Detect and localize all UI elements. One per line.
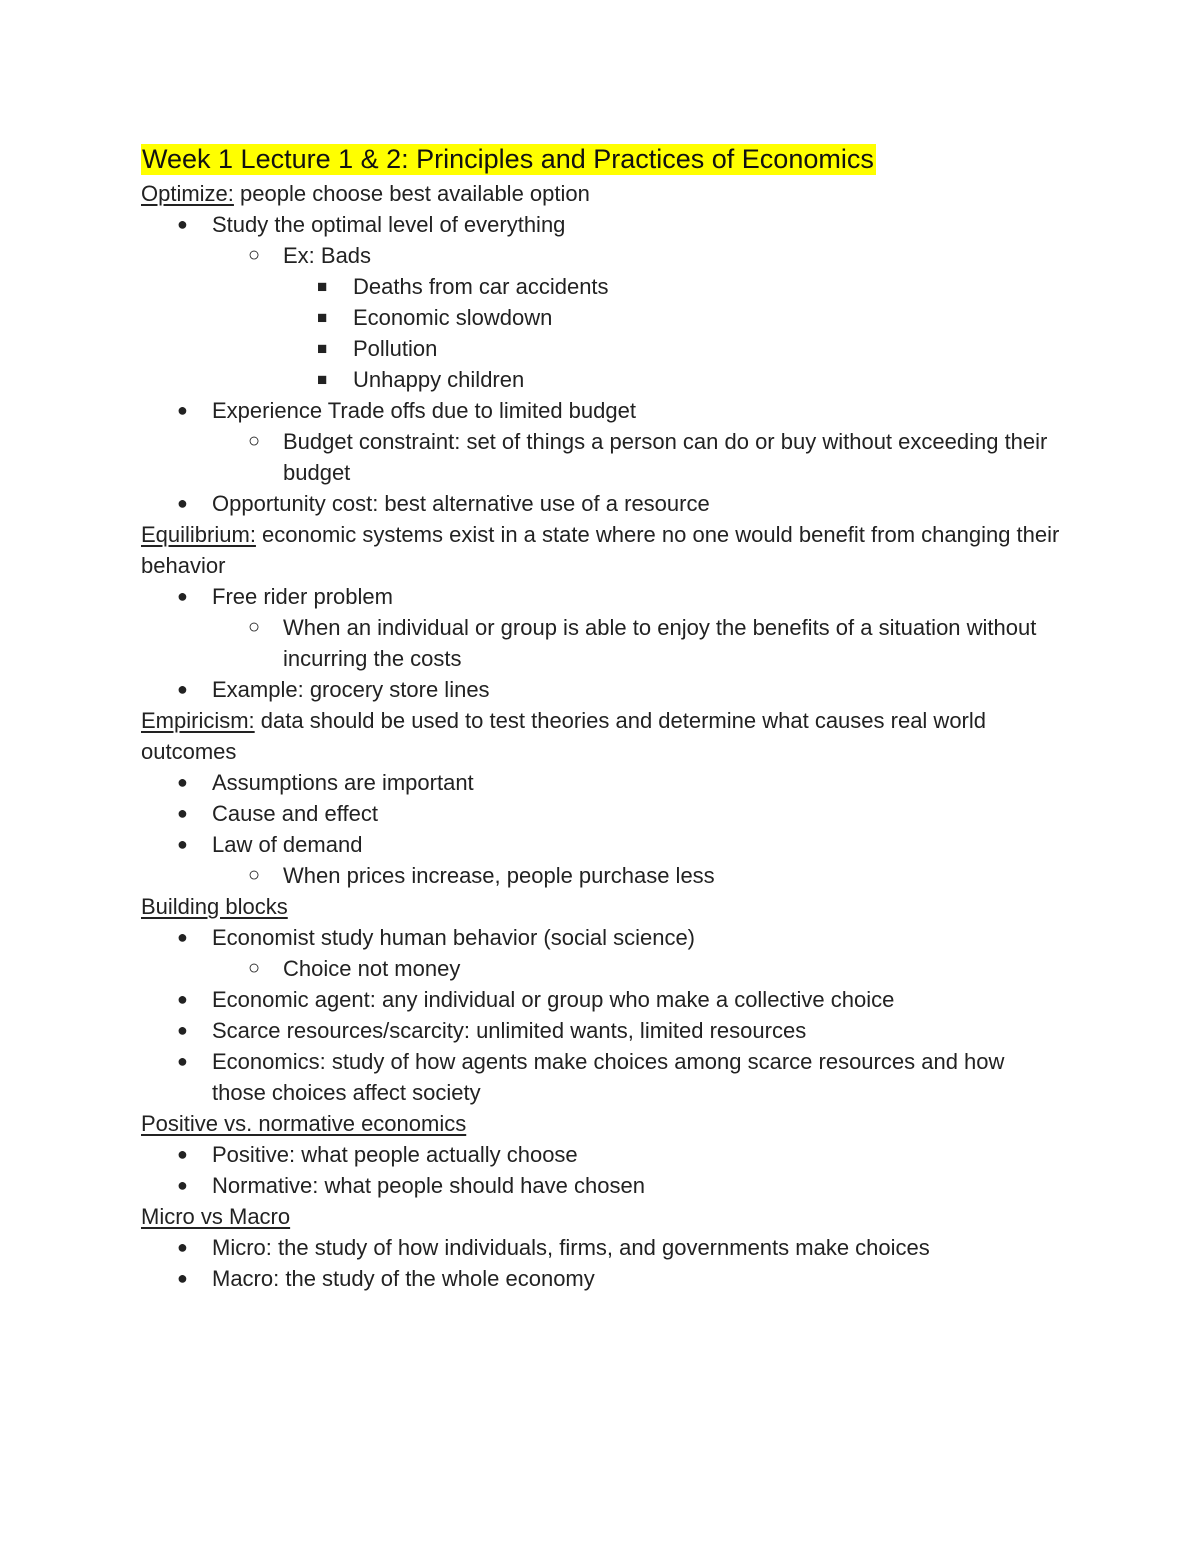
section-heading <box>141 519 1061 581</box>
list-item <box>141 798 1061 829</box>
line-text: Law of demand <box>212 832 363 857</box>
list-item <box>141 1046 1061 1108</box>
bullet-circle-icon: ○ <box>248 864 261 886</box>
bullet-dot-icon: ● <box>177 927 188 947</box>
bullet-dot-icon: ● <box>177 214 188 234</box>
list-item <box>141 984 1061 1015</box>
section-term: Positive vs. normative economics <box>141 1111 467 1136</box>
list-item <box>141 1170 1061 1201</box>
list-item <box>141 333 1061 364</box>
list-item <box>141 829 1061 860</box>
list-item <box>141 953 1061 984</box>
list-item <box>141 1263 1061 1294</box>
line-text: Economics: study of how agents make choices among scarce resources and how those choices affect society <box>212 1049 1005 1105</box>
page-title: Week 1 Lecture 1 & 2: Principles and Practices of Economics <box>142 144 874 174</box>
list-item <box>141 860 1061 891</box>
line-text: Choice not money <box>283 956 461 981</box>
list-item <box>141 240 1061 271</box>
line-text: When prices increase, people purchase less <box>283 863 715 888</box>
section-heading <box>141 1201 1061 1232</box>
bullet-dot-icon: ● <box>177 1268 188 1288</box>
section-term: Optimize: <box>141 181 234 206</box>
bullet-dot-icon: ● <box>177 1175 188 1195</box>
line-text: Scarce resources/scarcity: unlimited wants, limited resources <box>212 1018 807 1043</box>
line-text: Economist study human behavior (social science) <box>212 925 696 950</box>
line-text: Positive: what people actually choose <box>212 1142 578 1167</box>
line-text: Study the optimal level of everything <box>212 212 566 237</box>
line-text: people choose best available option <box>233 181 590 206</box>
section-heading <box>141 178 1061 209</box>
bullet-dot-icon: ● <box>177 834 188 854</box>
line-text: Micro: the study of how individuals, firms, and governments make choices <box>212 1235 930 1260</box>
bullet-square-icon: ■ <box>317 339 328 358</box>
bullet-circle-icon: ○ <box>248 616 261 638</box>
line-text: data should be used to test theories and determine what causes real world outcomes <box>141 708 986 764</box>
list-item <box>141 271 1061 302</box>
document-body <box>141 142 1061 1294</box>
line-text: Cause and effect <box>212 801 378 826</box>
line-text: Free rider problem <box>212 584 393 609</box>
bullet-circle-icon: ○ <box>248 430 261 452</box>
line-text: Ex: Bads <box>283 243 372 268</box>
bullet-dot-icon: ● <box>177 1051 188 1071</box>
line-text: Opportunity cost: best alternative use of a resource <box>212 491 710 516</box>
section-term: Building blocks <box>141 894 288 919</box>
line-text: Pollution <box>353 336 438 361</box>
bullet-dot-icon: ● <box>177 679 188 699</box>
bullet-dot-icon: ● <box>177 803 188 823</box>
bullet-square-icon: ■ <box>317 308 328 327</box>
list-item <box>141 612 1061 674</box>
bullet-dot-icon: ● <box>177 1020 188 1040</box>
section-term: Micro vs Macro <box>141 1204 291 1229</box>
list-item <box>141 395 1061 426</box>
section-term: Empiricism: <box>141 708 255 733</box>
list-item <box>141 209 1061 240</box>
line-text: Economic agent: any individual or group who make a collective choice <box>212 987 895 1012</box>
list-item <box>141 767 1061 798</box>
line-text: Experience Trade offs due to limited budget <box>212 398 636 423</box>
list-item <box>141 488 1061 519</box>
line-text: Budget constraint: set of things a person can do or buy without exceeding their budget <box>283 429 1048 485</box>
bullet-square-icon: ■ <box>317 277 328 296</box>
line-text: Unhappy children <box>353 367 525 392</box>
line-text: Macro: the study of the whole economy <box>212 1266 595 1291</box>
list-item <box>141 922 1061 953</box>
list-item <box>141 426 1061 488</box>
bullet-dot-icon: ● <box>177 1144 188 1164</box>
bullet-dot-icon: ● <box>177 586 188 606</box>
list-item <box>141 1015 1061 1046</box>
line-text: Deaths from car accidents <box>353 274 609 299</box>
line-text: Economic slowdown <box>353 305 553 330</box>
line-text: Assumptions are important <box>212 770 474 795</box>
list-item <box>141 1139 1061 1170</box>
notes-list <box>141 178 1061 1294</box>
list-item <box>141 302 1061 333</box>
bullet-dot-icon: ● <box>177 989 188 1009</box>
bullet-circle-icon: ○ <box>248 244 261 266</box>
section-heading <box>141 1108 1061 1139</box>
list-item <box>141 581 1061 612</box>
list-item <box>141 364 1061 395</box>
bullet-square-icon: ■ <box>317 370 328 389</box>
bullet-circle-icon: ○ <box>248 957 261 979</box>
bullet-dot-icon: ● <box>177 1237 188 1257</box>
list-item <box>141 1232 1061 1263</box>
list-item <box>141 674 1061 705</box>
title-line <box>141 142 1061 176</box>
section-heading <box>141 705 1061 767</box>
line-text: Example: grocery store lines <box>212 677 490 702</box>
bullet-dot-icon: ● <box>177 400 188 420</box>
line-text: When an individual or group is able to enjoy the benefits of a situation without incurring the costs <box>283 615 1037 671</box>
section-term: Equilibrium: <box>141 522 256 547</box>
line-text: Normative: what people should have chosen <box>212 1173 645 1198</box>
bullet-dot-icon: ● <box>177 772 188 792</box>
section-heading <box>141 891 1061 922</box>
bullet-dot-icon: ● <box>177 493 188 513</box>
line-text: economic systems exist in a state where no one would benefit from changing their behavior <box>141 522 1060 578</box>
